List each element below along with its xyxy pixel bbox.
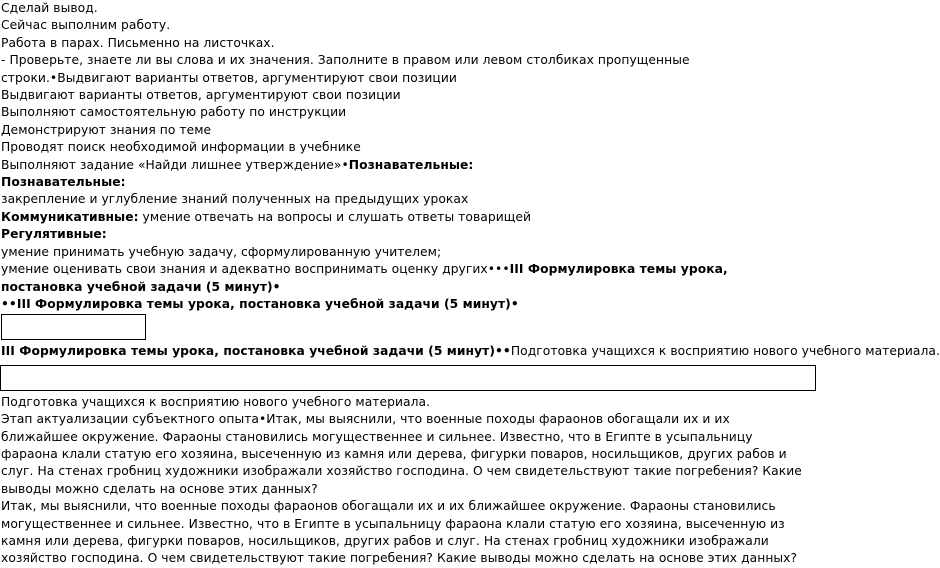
heading-section-three-repeat: III Формулировка темы урока, постановка учебной задачи (5 минут)•• [1, 344, 511, 359]
text-paragraph-check-words: - Проверьте, знаете ли вы слова и их значения. Заполните в правом или левом столбиках пропущенные строки.•Выдвигают варианты ответов, аргументируют свои позиции [1, 53, 690, 85]
text-line-offer-answers: Выдвигают варианты ответов, аргументируют свои позиции [1, 88, 401, 103]
heading-section-three-text: ••III Формулировка темы урока, постановка учебной задачи (5 минут)• [1, 296, 519, 311]
empty-box-wide [0, 365, 816, 391]
text-line-search-info: Проводят поиск необходимой информации в учебнике [1, 140, 361, 155]
heading-cognitive-inline: Познавательные: [348, 157, 474, 172]
heading-cognitive [0, 174, 816, 191]
empty-box-small [1, 314, 146, 340]
text-line-start-work: Сейчас выполним работу. [1, 18, 171, 33]
text-paragraph-pharaohs: Итак, мы выяснили, что военные походы фараонов обогащали их и их ближайшее окружение. Фараоны становились могущественнее и сильнее. Известно, что в Египте в усыпальницу фараона клали статую его хозяина, высеченную из камня или дерева, фигурки поваров, носильщиков, других рабов и слуг. На стенах гробниц художники изображали хозяйство господина. О чем свидетельствуют такие погребения? Какие выводы можно сделать на основе этих данных? [1, 499, 798, 566]
text-preparation-inline: Подготовка учащихся к восприятию нового учебного материала. [510, 344, 940, 359]
heading-regulative [0, 226, 816, 243]
text-line-section-three-prep [0, 343, 940, 360]
heading-regulative-text: Регулятивные: [1, 227, 107, 242]
heading-section-three-inline: III Формулировка темы урока, постановка учебной задачи (5 минут)• [1, 262, 728, 294]
text-line-accept-task: умение принимать учебную задачу, сформулированную учителем; [1, 244, 442, 259]
text-line-independent-work: Выполняют самостоятельную работу по инструкции [1, 105, 347, 120]
text-line-show-knowledge: Демонстрируют знания по теме [1, 122, 212, 137]
text-odd-statement: Выполняют задание «Найди лишнее утверждение»• [1, 157, 349, 172]
heading-section-three [0, 296, 816, 313]
text-paragraph-actualization: Этап актуализации субъектного опыта•Итак, мы выяснили, что военные походы фараонов обогащали их и их ближайшее окружение. Фараоны становились могущественнее и сильнее. Известно, что в Египте в усыпальницу фараона клали статую его хозяина, высеченную из камня или дерева, фигурки поваров, носильщиков, других рабов и слуг. На стенах гробниц художники изображали хозяйство господина. О чем свидетельствуют такие погребения? Какие выводы можно сделать на основе этих данных? [1, 412, 802, 496]
text-line-pair-work: Работа в парах. Письменно на листочках. [1, 35, 275, 50]
text-self-assessment: умение оценивать свои знания и адекватно воспринимать оценку других••• [1, 262, 510, 277]
heading-communicative: Коммуникативные: [1, 209, 139, 224]
text-line-consolidation: закрепление и углубление знаний полученных на предыдущих уроках [1, 192, 469, 207]
text-line-communicative [0, 209, 816, 226]
text-paragraph-self-assessment [0, 261, 816, 296]
text-line-odd-statement [0, 157, 816, 174]
heading-cognitive-text: Познавательные: [1, 175, 126, 190]
text-line-preparation: Подготовка учащихся к восприятию нового учебного материала. [1, 394, 431, 409]
text-communicative: умение отвечать на вопросы и слушать ответы товарищей [138, 209, 532, 224]
text-line-conclusion: Сделай вывод. [1, 1, 98, 15]
